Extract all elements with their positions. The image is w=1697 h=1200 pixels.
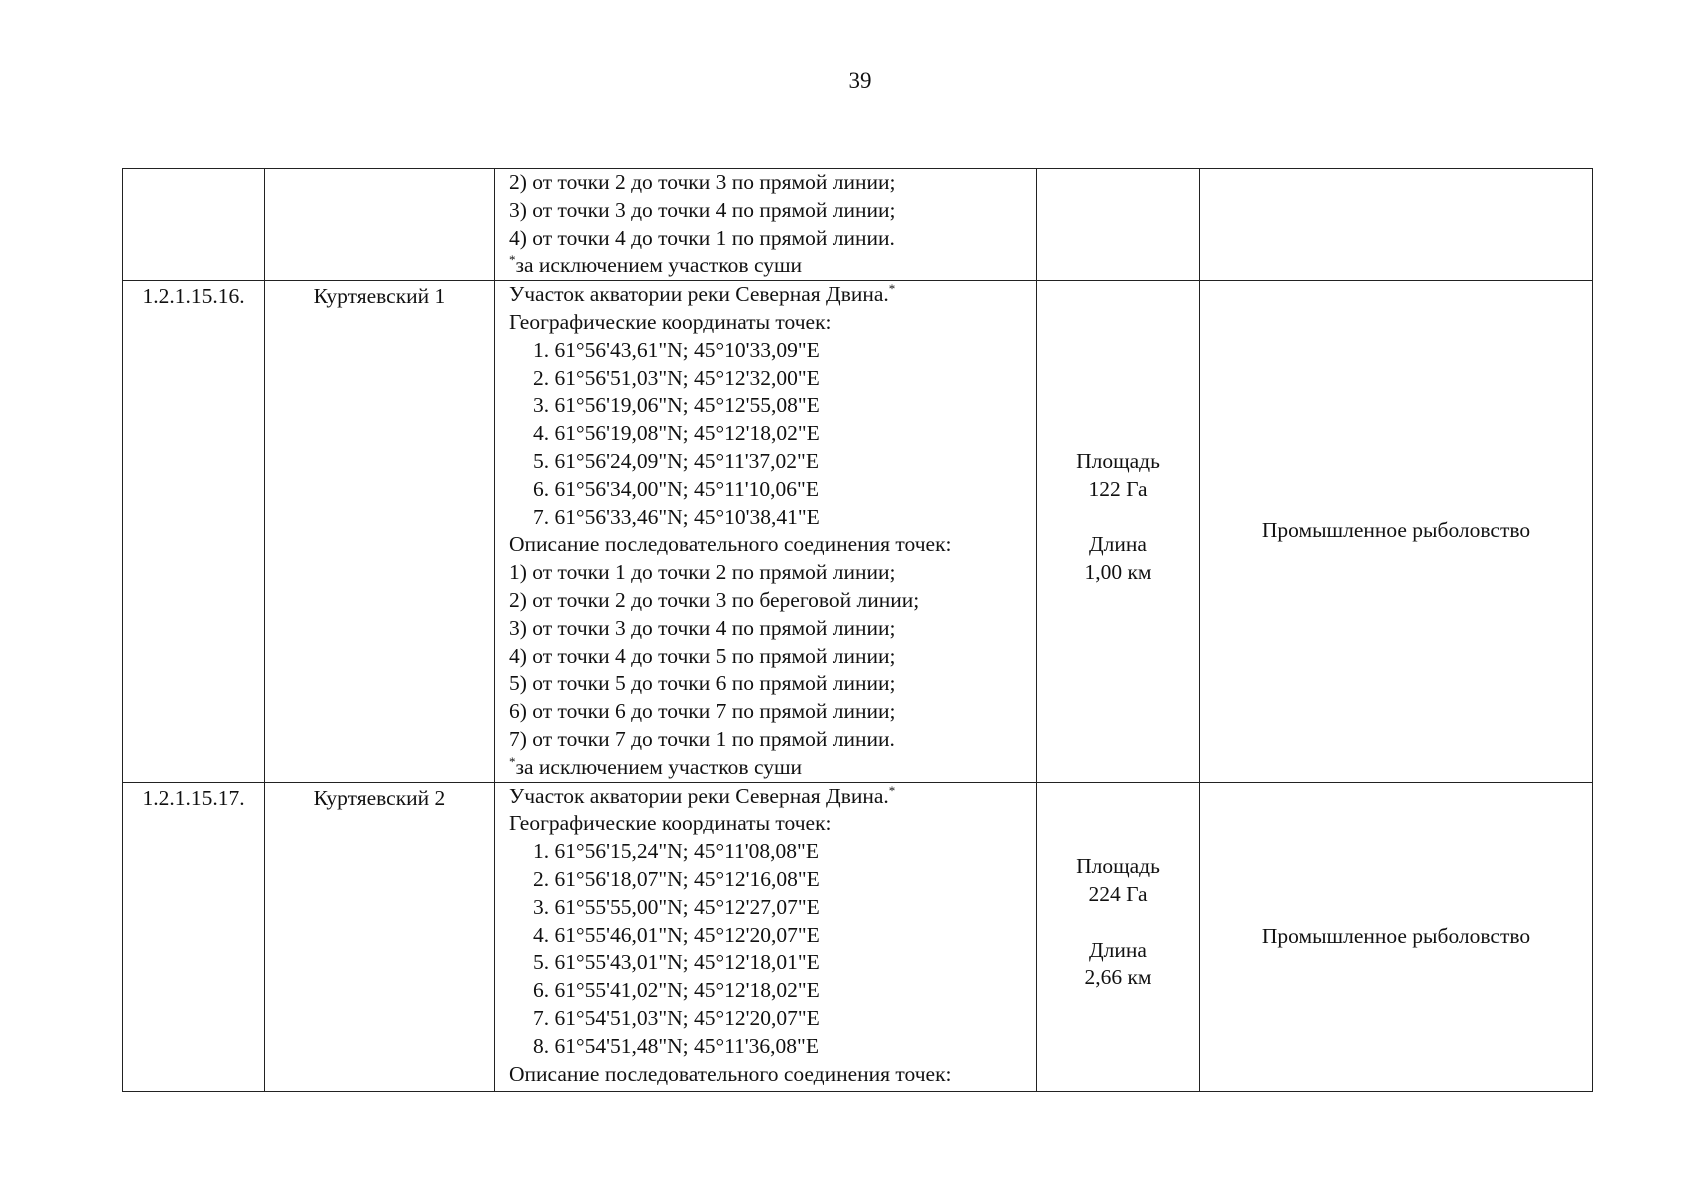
- row-number: [123, 169, 265, 281]
- coordinate-item: 7. 61°56'33,46"N; 45°10'38,41"E: [533, 504, 820, 529]
- coordinate-item: 3. 61°55'55,00"N; 45°12'27,07"E: [533, 894, 820, 919]
- footnote-line: [509, 252, 1028, 280]
- footnote-text: за исключением участков суши: [515, 754, 803, 779]
- area-description: [495, 169, 1037, 281]
- link-line: 4) от точки 4 до точки 1 по прямой линии.: [509, 225, 895, 250]
- link-line: 3) от точки 3 до точки 4 по прямой линии;: [509, 615, 896, 640]
- footnote-text: за исключением участков суши: [515, 253, 803, 278]
- area-title: Участок акватории реки Северная Двина.*: [509, 281, 896, 307]
- coordinate-item: 2. 61°56'51,03"N; 45°12'32,00"E: [533, 365, 820, 390]
- area-measures: [1037, 782, 1200, 1091]
- link-line: 1) от точки 1 до точки 2 по прямой линии;: [509, 560, 896, 585]
- area-name: Куртяевский 1: [265, 281, 495, 782]
- coordinate-item: 6. 61°55'41,02"N; 45°12'18,02"E: [533, 978, 820, 1003]
- coordinate-item: 3. 61°56'19,06"N; 45°12'55,08"E: [533, 393, 820, 418]
- area-label: Площадь: [1076, 448, 1160, 473]
- length-label: Длина: [1089, 532, 1147, 557]
- coordinate-item: 8. 61°54'51,48"N; 45°11'36,08"E: [533, 1033, 819, 1058]
- coordinate-item: 6. 61°56'34,00"N; 45°11'10,06"E: [533, 476, 819, 501]
- length-value: 2,66 км: [1084, 965, 1152, 990]
- area-label: Площадь: [1076, 853, 1160, 878]
- link-line: 2) от точки 2 до точки 3 по береговой линии;: [509, 587, 920, 612]
- area-measures: [1037, 169, 1200, 281]
- link-line: 3) от точки 3 до точки 4 по прямой линии;: [509, 197, 896, 222]
- coordinate-item: 5. 61°55'43,01"N; 45°12'18,01"E: [533, 950, 820, 975]
- coordinate-item: 1. 61°56'43,61"N; 45°10'33,09"E: [533, 337, 820, 362]
- area-name: Куртяевский 2: [265, 782, 495, 1091]
- footnote-mark: *: [888, 281, 896, 297]
- length-value: 1,00 км: [1084, 560, 1152, 585]
- row-number: 1.2.1.15.16.: [123, 281, 265, 782]
- footnote-line: [509, 754, 1028, 782]
- coordinate-item: 7. 61°54'51,03"N; 45°12'20,07"E: [533, 1005, 820, 1030]
- area-measures: [1037, 281, 1200, 782]
- link-line: 7) от точки 7 до точки 1 по прямой линии.: [509, 726, 895, 751]
- coords-header: Географические координаты точек:: [509, 309, 832, 334]
- link-line: 5) от точки 5 до точки 6 по прямой линии;: [509, 671, 896, 696]
- link-line: 6) от точки 6 до точки 7 по прямой линии;: [509, 699, 896, 724]
- area-value: 224 Га: [1088, 881, 1148, 906]
- length-label: Длина: [1089, 937, 1147, 962]
- coordinate-item: 5. 61°56'24,09"N; 45°11'37,02"E: [533, 448, 819, 473]
- usage-type: Промышленное рыболовство: [1200, 281, 1593, 782]
- footnote-mark: *: [509, 753, 516, 769]
- table-row: [123, 281, 1593, 782]
- coordinate-item: 1. 61°56'15,24"N; 45°11'08,08"E: [533, 839, 819, 864]
- area-value: 122 Га: [1088, 476, 1148, 501]
- area-title: Участок акватории реки Северная Двина.*: [509, 782, 896, 808]
- links-header: Описание последовательного соединения точек:: [509, 532, 952, 557]
- coordinate-item: 4. 61°56'19,08"N; 45°12'18,02"E: [533, 421, 820, 446]
- fishing-areas-table: [122, 168, 1593, 1092]
- coordinate-item: 4. 61°55'46,01"N; 45°12'20,07"E: [533, 922, 820, 947]
- table-row: [123, 169, 1593, 281]
- area-description: [495, 782, 1037, 1091]
- row-number: 1.2.1.15.17.: [123, 782, 265, 1091]
- footnote-mark: *: [509, 252, 516, 268]
- footnote-mark: *: [888, 782, 896, 798]
- table-row: [123, 782, 1593, 1091]
- links-header: Описание последовательного соединения точек:: [509, 1061, 952, 1086]
- coordinate-item: 2. 61°56'18,07"N; 45°12'16,08"E: [533, 866, 820, 891]
- page-number: 39: [848, 68, 872, 93]
- usage-type: [1200, 169, 1593, 281]
- area-description: [495, 281, 1037, 782]
- usage-type: Промышленное рыболовство: [1200, 782, 1593, 1091]
- area-name: [265, 169, 495, 281]
- coords-header: Географические координаты точек:: [509, 811, 832, 836]
- link-line: 2) от точки 2 до точки 3 по прямой линии;: [509, 170, 896, 194]
- link-line: 4) от точки 4 до точки 5 по прямой линии;: [509, 643, 896, 668]
